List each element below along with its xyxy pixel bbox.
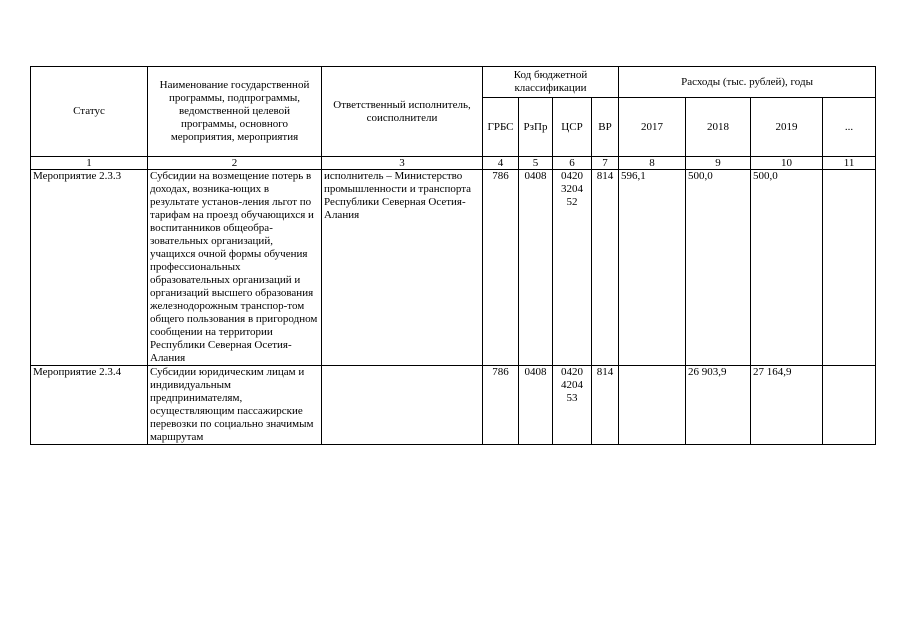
column-number: 2 — [148, 157, 322, 170]
header-year-2017: 2017 — [619, 98, 686, 157]
csr-part: 0420 — [561, 170, 583, 182]
row-expense-extra — [823, 366, 876, 445]
row-expense-2017: 596,1 — [619, 170, 686, 366]
budget-table — [30, 66, 876, 445]
row-expense-2018: 26 903,9 — [686, 366, 751, 445]
column-number: 9 — [686, 157, 751, 170]
column-number: 11 — [823, 157, 876, 170]
row-csr — [553, 170, 592, 366]
row-rzpr: 0408 — [519, 366, 553, 445]
column-number: 10 — [751, 157, 823, 170]
header-expenses: Расходы (тыс. рублей), годы — [619, 67, 876, 98]
row-csr — [553, 366, 592, 445]
table-row — [31, 170, 876, 366]
header-budget-code: Код бюджетной классификации — [483, 67, 619, 98]
header-name: Наименование государственной программы, подпрограммы, ведомственной целевой программы, основного мероприятия, мероприятия — [148, 67, 322, 157]
row-status: Мероприятие 2.3.3 — [31, 170, 148, 366]
csr-part: 0420 — [561, 366, 583, 378]
row-expense-2019: 500,0 — [751, 170, 823, 366]
header-year-2019: 2019 — [751, 98, 823, 157]
row-expense-extra — [823, 170, 876, 366]
csr-part: 52 — [566, 196, 578, 208]
header-status: Статус — [31, 67, 148, 157]
row-vr: 814 — [592, 170, 619, 366]
header-grbs: ГРБС — [483, 98, 519, 157]
row-executor: исполнитель – Министерство промышленности и транспорта Республики Северная Осетия-Алания — [322, 170, 483, 366]
column-number: 6 — [553, 157, 592, 170]
csr-part: 53 — [566, 392, 578, 404]
row-expense-2019: 27 164,9 — [751, 366, 823, 445]
row-grbs: 786 — [483, 170, 519, 366]
column-number: 8 — [619, 157, 686, 170]
row-status: Мероприятие 2.3.4 — [31, 366, 148, 445]
header-ellipsis: ... — [823, 98, 876, 157]
column-number: 1 — [31, 157, 148, 170]
header-executor: Ответственный исполнитель, соисполнители — [322, 67, 483, 157]
header-vr: ВР — [592, 98, 619, 157]
column-number: 3 — [322, 157, 483, 170]
column-number-row — [31, 157, 876, 170]
row-expense-2018: 500,0 — [686, 170, 751, 366]
column-number: 4 — [483, 157, 519, 170]
table-row — [31, 366, 876, 445]
row-name: Субсидии на возмещение потерь в доходах, возника-ющих в результате установ-ления льгот по тарифам на проезд обучающихся и воспитанников общеобра-зовательных организаций, учащихся очной формы обучения профессиональных образовательных организаций и организаций высшего образования железнодорожным транспор-том общего пользования в пригородном сообщении на территории Республики Северная Осетия-Алания — [148, 170, 322, 366]
row-grbs: 786 — [483, 366, 519, 445]
row-rzpr: 0408 — [519, 170, 553, 366]
csr-part: 4204 — [561, 379, 583, 391]
header-year-2018: 2018 — [686, 98, 751, 157]
header-rzpr: РзПр — [519, 98, 553, 157]
column-number: 7 — [592, 157, 619, 170]
column-number: 5 — [519, 157, 553, 170]
csr-part: 3204 — [561, 183, 583, 195]
row-name: Субсидии юридическим лицам и индивидуальным предпринимателям, осуществляющим пассажирские перевозки по социально значимым маршрутам — [148, 366, 322, 445]
row-vr: 814 — [592, 366, 619, 445]
row-executor — [322, 366, 483, 445]
row-expense-2017 — [619, 366, 686, 445]
header-csr: ЦСР — [553, 98, 592, 157]
